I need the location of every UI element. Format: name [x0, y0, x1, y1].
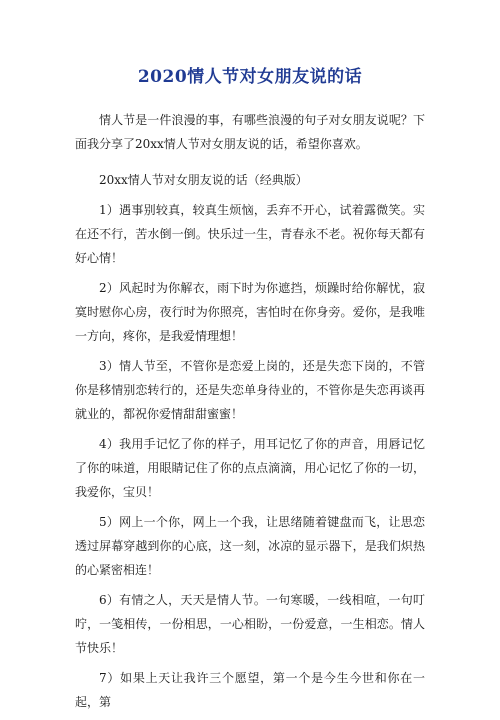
document-title: 2020情人节对女朋友说的话 [137, 67, 363, 87]
list-item: 4）我用手记忆了你的样子，用耳记忆了你的声音，用唇记忆了你的味道，用眼睛记住了你的点点滴滴，用心记忆了你的一切，我爱你，宝贝！ [75, 437, 425, 499]
section-subtitle: 20xx情人节对女朋友说的话（经典版） [99, 173, 308, 187]
list-item: 7）如果上天让我许三个愿望，第一个是今生今世和你在一起，第 [75, 671, 425, 709]
document-body [75, 108, 425, 720]
list-item: 2）风起时为你解衣，雨下时为你遮挡，烦躁时给你解忧，寂寞时慰你心房，夜行时为你照亮，害怕时在你身旁。爱你，是我唯一方向，疼你，是我爱情理想！ [75, 281, 425, 343]
list-item: 6）有情之人，天天是情人节。一句寒暖，一线相喧，一句叮咛，一笺相传，一份相思，一心相盼，一份爱意，一生相恋。情人节快乐！ [75, 593, 425, 655]
list-item: 1）遇事别较真，较真生烦恼，丢弃不开心，试着露微笑。实在还不行，苦水倒一倒。快乐过一生，青春永不老。祝你每天都有好心情！ [75, 203, 425, 265]
intro-paragraph: 情人节是一件浪漫的事，有哪些浪漫的句子对女朋友说呢？下面我分享了20xx情人节对女朋友说的话，希望你喜欢。 [75, 113, 425, 151]
list-item: 3）情人节至，不管你是恋爱上岗的，还是失恋下岗的，不管你是移情别恋转行的，还是失恋单身待业的，不管你是失恋再谈再就业的，都祝你爱情甜甜蜜蜜！ [75, 359, 425, 421]
list-item: 5）网上一个你，网上一个我，让思绪随着键盘而飞，让思恋透过屏幕穿越到你的心底，这一刻，冰凉的显示器下，是我们炽热的心紧密相连！ [75, 515, 425, 577]
